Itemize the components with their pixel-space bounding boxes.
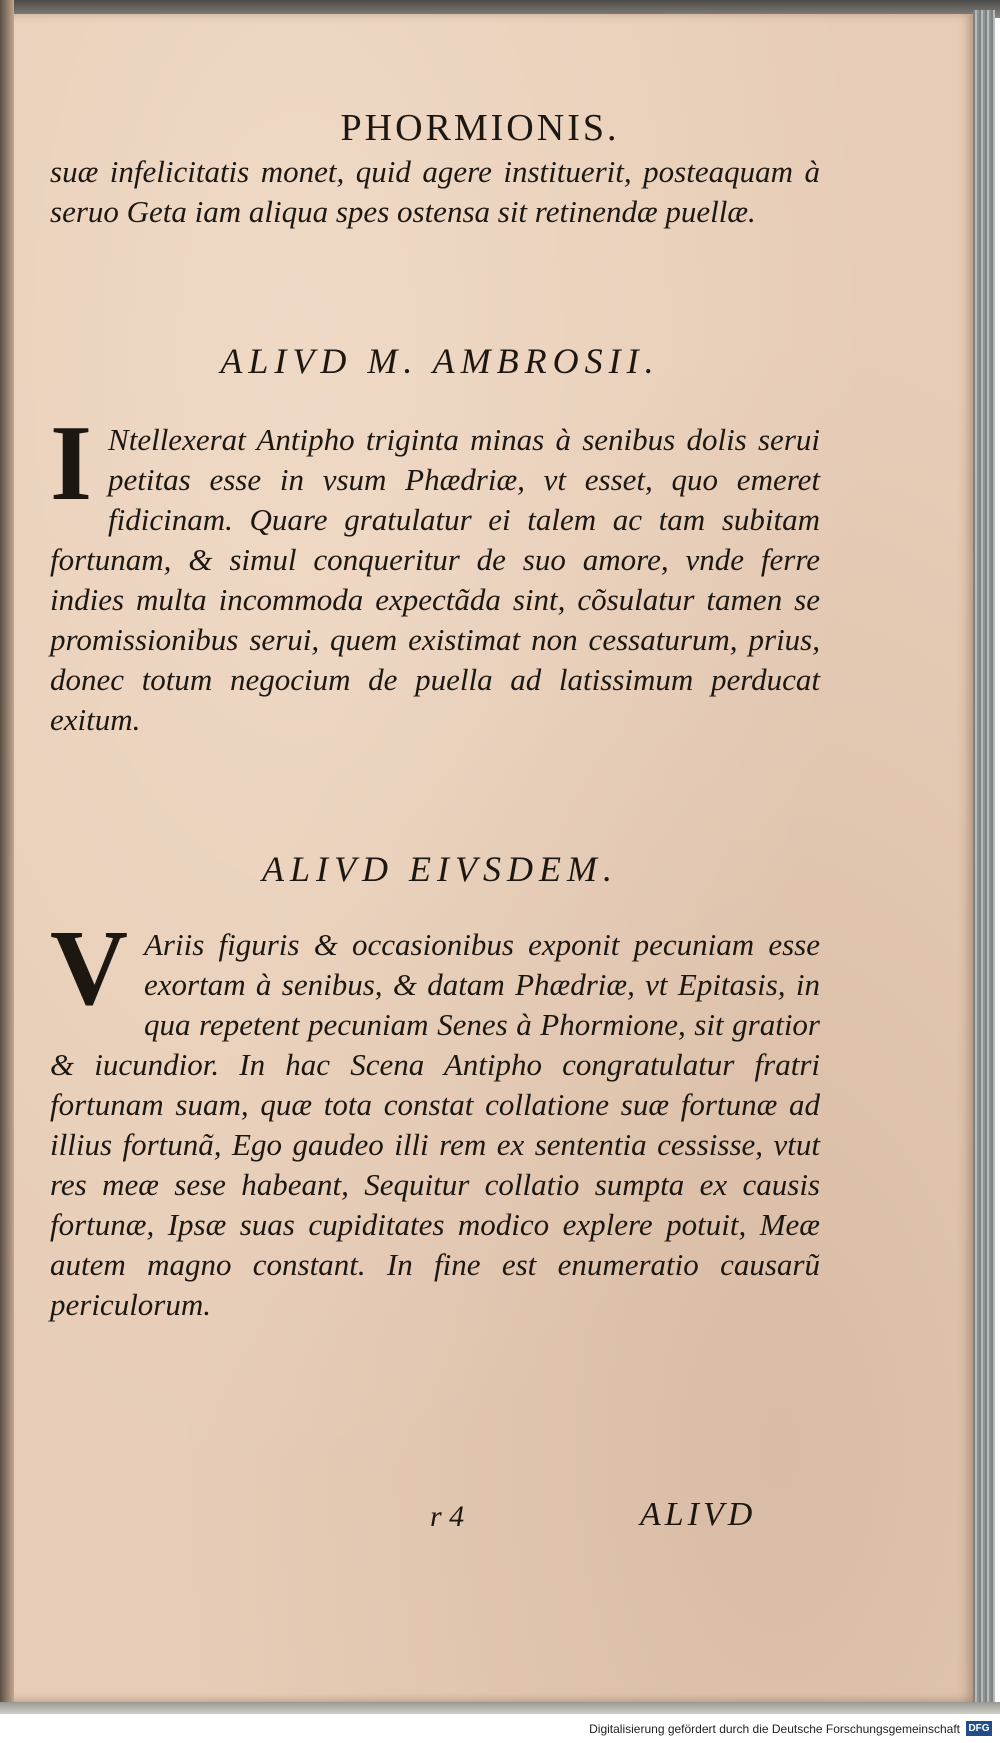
paragraph-eiusdem bbox=[50, 909, 820, 1325]
running-head: PHORMIONIS. bbox=[340, 107, 620, 149]
paragraph-ambrosii bbox=[50, 404, 820, 740]
paragraph-text: Ariis figuris & occasionibus exponit pecuniam esse exortam à senibus, & datam Phædriæ, vt Epitasis, in qua repetent pecuniam Senes à Phormione, sit gratior & iucundior. In hac Scena Antipho congratulatur fratri fortunam suam, quæ tota constat collatione suæ fortunæ ad illius fortunã, Ego gaudeo illi rem ex sententia cessisse, vtut res meæ sese habeant, Sequitur collatio sumpta ex causis fortunæ, Ipsæ suas cupiditates modico explere potuit, Meæ autem magno constant. In fine est enumeratio causarũ periculorum. bbox=[50, 927, 820, 1322]
section-heading-eiusdem: ALIVD EIVSDEM. bbox=[262, 849, 618, 889]
scan-bottom-edge bbox=[0, 1702, 1000, 1714]
page-edges bbox=[973, 10, 995, 1710]
dfg-logo-icon: DFG bbox=[966, 1721, 992, 1736]
section-heading-ambrosii: ALIVD M. AMBROSII. bbox=[220, 341, 660, 381]
paragraph-text: Ntellexerat Antipho triginta minas à senibus dolis serui petitas esse in vsum Phædriæ, vt esset, quo emeret fidicinam. Quare gratulatur ei talem ac tam subitam fortunam, & simul conqueritur de suo amore, vnde ferre indies multa incommoda expectãda sint, cõsulatur tamen se promissionibus serui, quem existimat non cessaturum, prius, donec totum negocium de puella ad latissimum perducat exitum. bbox=[50, 422, 820, 737]
gutter-shadow bbox=[0, 0, 14, 1705]
drop-cap-initial: I bbox=[50, 404, 93, 523]
catchword: ALIVD bbox=[640, 1496, 757, 1533]
drop-cap-initial: V bbox=[50, 909, 128, 1028]
digitization-credit: Digitalisierung gefördert durch die Deutsche Forschungsgemeinschaft bbox=[589, 1722, 960, 1736]
signature-mark: r 4 bbox=[430, 1500, 465, 1533]
paragraph-continued: suæ infelicitatis monet, quid agere instituerit, posteaquam à seruo Geta iam aliqua spes ostensa sit retinendæ puellæ. bbox=[50, 154, 820, 229]
